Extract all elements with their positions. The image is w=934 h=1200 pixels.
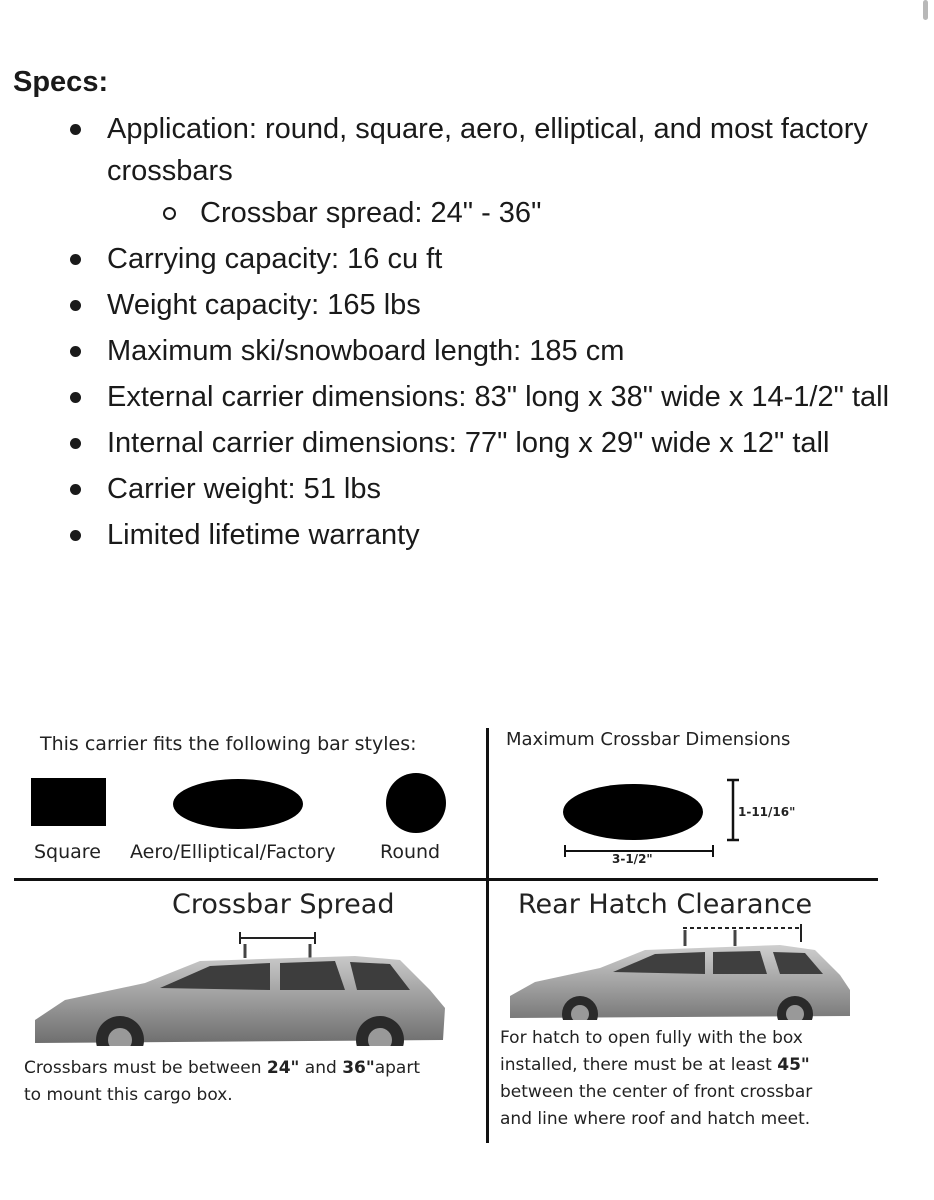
spec-item [0, 514, 900, 556]
hollow-bullet-icon [163, 207, 176, 220]
specs-heading: Specs: [13, 66, 109, 98]
spec-sub-item [107, 192, 900, 234]
spec-item-text: External carrier dimensions: 83" long x 38" wide x 14-1/2" tall [107, 381, 890, 413]
spec-list [0, 108, 900, 560]
spec-item [0, 422, 900, 464]
spread-caption-line2: to mount this cargo box. [24, 1085, 233, 1105]
horizontal-divider [14, 878, 878, 881]
hatch-caption-text: installed, there must be at least [500, 1055, 778, 1075]
crossbar-dimension-drawing [555, 775, 755, 865]
spec-sub-list [107, 192, 900, 234]
aero-label: Aero/Elliptical/Factory [130, 841, 336, 863]
square-label: Square [34, 841, 101, 863]
spec-item-text: Carrying capacity: 16 cu ft [107, 243, 443, 275]
spec-item [0, 238, 900, 280]
spec-item [0, 468, 900, 510]
hatch-caption-line2 [500, 1055, 810, 1075]
width-dimension-label: 3-1/2" [612, 852, 653, 866]
bullet-icon [70, 254, 81, 265]
spec-sub-item-text: Crossbar spread: 24" - 36" [200, 197, 542, 229]
bullet-icon [70, 124, 81, 135]
scrollbar[interactable] [923, 0, 928, 20]
spec-item-text: Carrier weight: 51 lbs [107, 473, 381, 505]
aero-bar-icon [173, 779, 303, 829]
bullet-icon [70, 484, 81, 495]
spec-item [0, 376, 900, 418]
hatch-caption-line3: between the center of front crossbar [500, 1082, 813, 1102]
hatch-caption-line4: and line where roof and hatch meet. [500, 1109, 811, 1129]
bullet-icon [70, 530, 81, 541]
spec-item-text: Limited lifetime warranty [107, 519, 420, 551]
bullet-icon [70, 300, 81, 311]
spread-caption-and: and [299, 1058, 343, 1078]
round-label: Round [380, 841, 441, 863]
height-dimension-label: 1-11/16" [738, 805, 796, 819]
spread-caption-apart: apart [374, 1058, 420, 1078]
bar-style-shapes [20, 770, 460, 840]
spread-max-value: 36" [342, 1058, 375, 1078]
spec-item-text: Application: round, square, aero, elliptical, and most factory crossbars [107, 113, 868, 187]
spread-caption-line1 [24, 1058, 420, 1078]
max-dimensions-heading: Maximum Crossbar Dimensions [506, 729, 791, 750]
crossbar-spread-heading: Crossbar Spread [172, 889, 395, 920]
vertical-divider [486, 728, 489, 1143]
crossbar-profile-icon [563, 784, 703, 840]
bar-styles-heading: This carrier fits the following bar styles: [40, 733, 417, 755]
hatch-clearance-value: 45" [777, 1055, 810, 1075]
spread-caption-text: Crossbars must be between [24, 1058, 267, 1078]
round-bar-icon [386, 773, 446, 833]
fitment-diagram [0, 700, 934, 1160]
rear-hatch-heading: Rear Hatch Clearance [518, 889, 813, 920]
spec-item-text: Maximum ski/snowboard length: 185 cm [107, 335, 625, 367]
rear-hatch-car-image [505, 920, 860, 1020]
spec-item [0, 108, 900, 234]
bullet-icon [70, 438, 81, 449]
bullet-icon [70, 392, 81, 403]
spread-min-value: 24" [266, 1058, 300, 1078]
spec-item [0, 284, 900, 326]
square-bar-icon [31, 778, 106, 826]
spec-item [0, 330, 900, 372]
hatch-caption-line1: For hatch to open fully with the box [500, 1028, 803, 1048]
crossbar-spread-car-image [25, 928, 455, 1053]
bullet-icon [70, 346, 81, 357]
spec-item-text: Internal carrier dimensions: 77" long x 29" wide x 12" tall [107, 427, 830, 459]
spec-item-text: Weight capacity: 165 lbs [107, 289, 421, 321]
